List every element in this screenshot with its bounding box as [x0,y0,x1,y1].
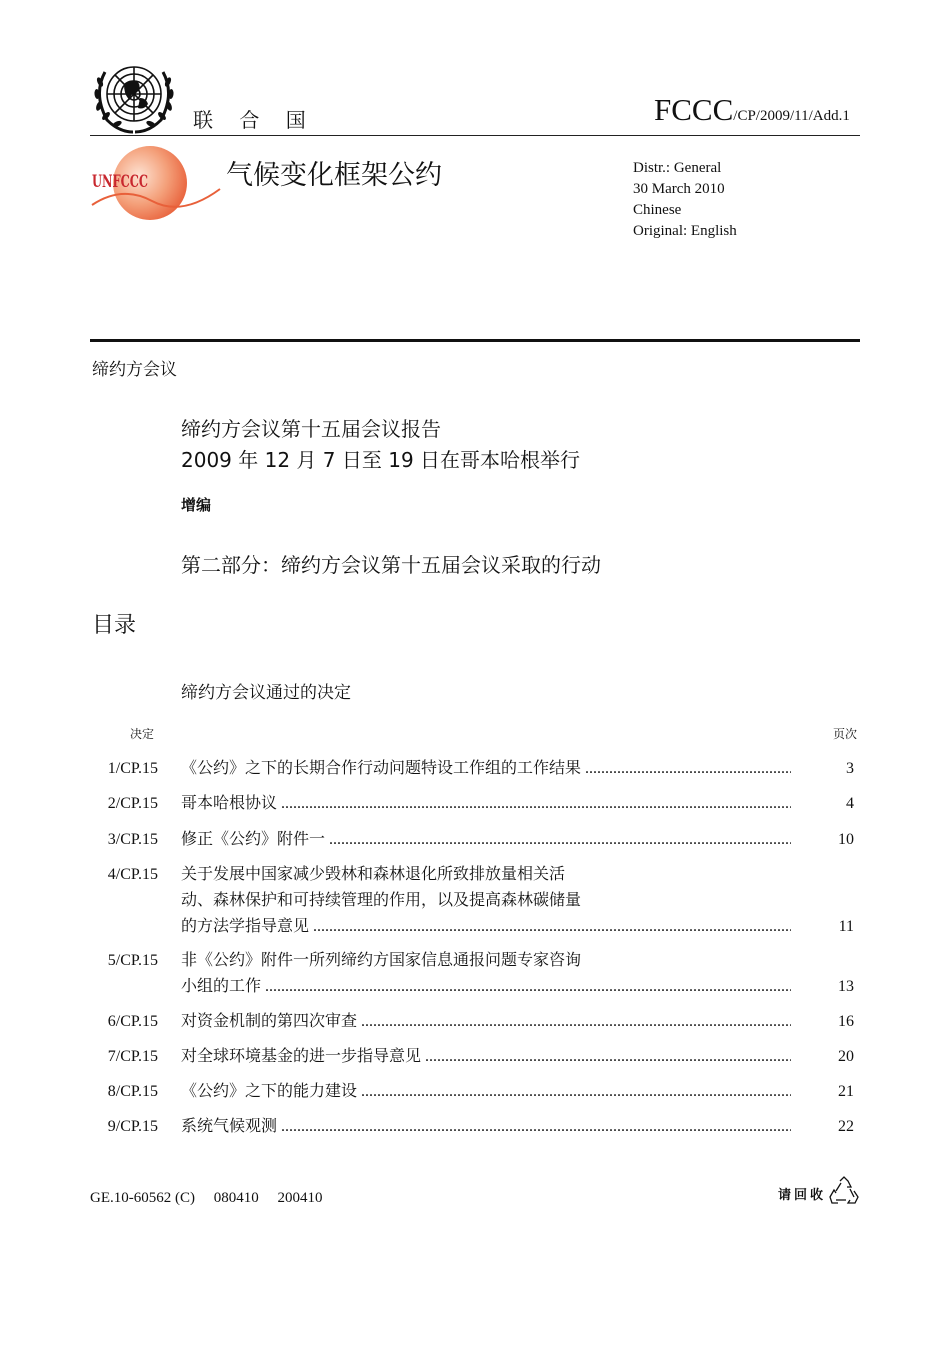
toc-title-line: 对资金机制的第四次审查 [181,1013,358,1030]
toc-page-number: 16 [838,1013,854,1030]
toc-decision-number: 4/CP.15 [107,866,158,883]
unfccc-logo-text: UNFCCC [92,172,148,192]
col-header-page: 页次 [833,727,858,741]
toc-section-title: 缔约方会议通过的决定 [181,683,351,703]
toc-title [181,862,791,940]
col-header-decision: 决定 [130,727,155,741]
leader-dots [281,1114,791,1140]
toc-title-line: 小组的工作 [181,978,262,995]
toc-decision-number: 7/CP.15 [107,1048,158,1065]
distr-date: 30 March 2010 [633,181,725,197]
toc-title [181,791,791,817]
unfccc-logo [88,143,223,225]
toc-title-line: 修正《公约》附件一 [181,831,326,848]
un-name: 联 合 国 [193,108,316,132]
part-title: 第二部分：缔约方会议第十五届会议采取的行动 [181,553,601,577]
toc-page-number: 13 [838,978,854,995]
header-rule [90,135,860,136]
toc-title [181,1114,791,1140]
distr-original: Original: English [633,223,737,239]
toc-decision-number: 3/CP.15 [107,831,158,848]
leader-dots [425,1044,791,1070]
footer-code: GE.10-60562 (C) 080410 200410 [90,1190,323,1206]
toc-title-line: 系统气候观测 [181,1118,278,1135]
thick-rule [90,339,860,342]
convention-title: 气候变化框架公约 [226,160,442,191]
report-title-line2: 2009 年 12 月 7 日至 19 日在哥本哈根举行 [181,448,581,472]
toc-decision-number: 6/CP.15 [107,1013,158,1030]
symbol-rest: /CP/2009/11/Add.1 [733,108,850,124]
toc-title-line: 非《公约》附件一所列缔约方国家信息通报问题专家咨询 [181,952,582,969]
recycle-icon [828,1175,860,1207]
toc-decision-number: 5/CP.15 [107,952,158,969]
toc-page-number: 11 [838,918,854,935]
report-title-line1: 缔约方会议第十五届会议报告 [181,417,441,441]
toc-title [181,1044,791,1070]
toc-title [181,827,791,853]
leader-dots [361,1009,791,1035]
leader-dots [265,974,791,1000]
toc-page-number: 20 [838,1048,854,1065]
body-name: 缔约方会议 [92,360,177,380]
toc-page-number: 4 [846,795,854,812]
toc-page-number: 3 [846,760,854,777]
toc-decision-number: 1/CP.15 [107,760,158,777]
toc-title [181,1079,791,1105]
addendum-label: 增编 [181,496,212,514]
toc-title-line: 《公约》之下的长期合作行动问题特设工作组的工作结果 [181,760,582,777]
toc-title-line: 关于发展中国家减少毁林和森林退化所致排放量相关活 [181,866,566,883]
toc-title-line: 对全球环境基金的进一步指导意见 [181,1048,422,1065]
toc-page-number: 10 [838,831,854,848]
toc-title-line: 《公约》之下的能力建设 [181,1083,358,1100]
toc-decision-number: 9/CP.15 [107,1118,158,1135]
contents-heading: 目录 [92,612,137,637]
un-emblem [88,58,180,134]
toc-title-line: 动、森林保护和可持续管理的作用，以及提高森林碳储量 [181,892,582,909]
leader-dots [361,1079,791,1105]
distr-language: Chinese [633,202,682,218]
toc-page-number: 22 [838,1118,854,1135]
distr-line: Distr.: General [633,160,722,176]
toc-decision-number: 2/CP.15 [107,795,158,812]
leader-dots [585,756,791,782]
toc-page-number: 21 [838,1083,854,1100]
distribution-block [633,158,737,242]
recycle-label: 请回收 [778,1188,827,1203]
toc-title-line: 的方法学指导意见 [181,918,310,935]
toc-title [181,948,791,1000]
leader-dots [329,827,791,853]
toc-title [181,1009,791,1035]
leader-dots [313,914,791,940]
symbol-main: FCCC [654,92,734,127]
toc-decision-number: 8/CP.15 [107,1083,158,1100]
leader-dots [281,791,791,817]
toc-title-line: 哥本哈根协议 [181,795,278,812]
document-symbol [654,92,850,128]
toc-title [181,756,791,782]
